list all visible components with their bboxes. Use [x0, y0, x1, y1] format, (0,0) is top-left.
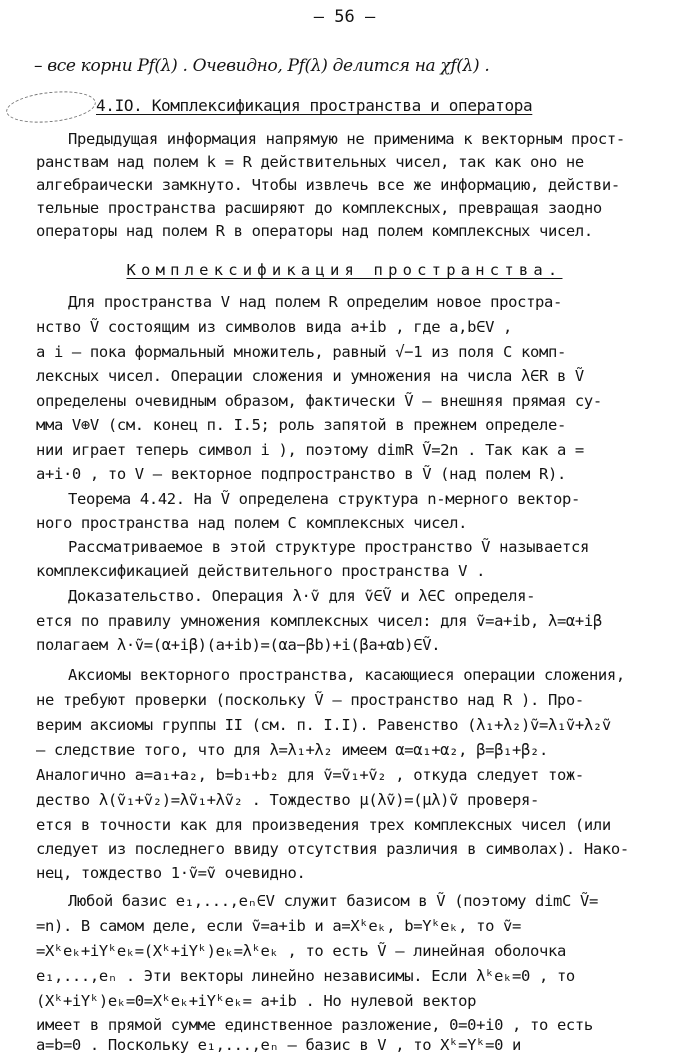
text-line: ного пространства над полем C комплексных чисел.: [36, 514, 468, 532]
text-line: комплексификацией действительного пространства V .: [36, 562, 486, 580]
theorem-line: Теорема 4.42. На Ṽ определена структура n-мерного вектор-: [68, 490, 580, 508]
text-line: нии играет теперь символ i ), поэтому dimR Ṽ=2n . Так как a =: [36, 441, 584, 459]
text-line: ется в точности как для произведения трех комплексных чисел (или: [36, 816, 611, 834]
text-line: а i – пока формальный множитель, равный √−1 из поля C комп-: [36, 343, 566, 361]
text-line: алгебраически замкнуто. Чтобы извлечь все же информацию, действи-: [36, 176, 620, 194]
text-line: – следствие того, что для λ=λ₁+λ₂ имеем α=α₁+α₂, β=β₁+β₂.: [36, 741, 548, 759]
text-line: нец, тождество 1·ṽ=ṽ очевидно.: [36, 864, 306, 882]
subsection-heading: Комплексификация пространства.: [126, 261, 563, 279]
text-line: Предыдущая информация напрямую не применима к векторным прост-: [68, 130, 625, 148]
text-line: Для пространства V над полем R определим новое простра-: [68, 293, 562, 311]
text-line: – все корни Pf(λ) . Очевидно, Pf(λ) делится на χf(λ) .: [34, 56, 490, 76]
text-line: Рассматриваемое в этой структуре пространство Ṽ называется: [68, 538, 589, 556]
text-line: тельные пространства расширяют до комплексных, превращая заодно: [36, 199, 602, 217]
text-line: =n). В самом деле, если ṽ=a+ib и a=Xᵏeₖ, b=Yᵏeₖ, то ṽ=: [36, 917, 522, 935]
text-line: =Xᵏeₖ+iYᵏeₖ=(Xᵏ+iYᵏ)eₖ=λᵏeₖ , то есть Ṽ – линейная оболочка: [36, 942, 566, 960]
text-line: a=b=0 . Поскольку e₁,...,eₙ – базис в V , то Xᵏ=Yᵏ=0 и: [36, 1036, 522, 1054]
text-line: Аксиомы векторного пространства, касающиеся операции сложения,: [68, 666, 625, 684]
text-line: не требуют проверки (поскольку Ṽ – пространство над R ). Про-: [36, 691, 584, 709]
section-heading: 4.IO. Комплексификация пространства и оператора: [96, 96, 533, 115]
text-line: Любой базис e₁,...,eₙ∈V служит базисом в Ṽ (поэтому dimC Ṽ=: [68, 892, 598, 910]
text-line: a+i·0 , то V – векторное подпространство в Ṽ (над полем R).: [36, 465, 566, 483]
text-line: операторы над полем R в операторы над полем комплексных чисел.: [36, 222, 593, 240]
text-line: e₁,...,eₙ . Эти векторы линейно независимы. Если λᵏeₖ=0 , то: [36, 967, 575, 985]
text-line: лексных чисел. Операции сложения и умножения на числа λ∈R в Ṽ: [36, 367, 584, 385]
text-line: ранствам над полем k = R действительных чисел, так как оно не: [36, 153, 584, 171]
text-line: имеет в прямой сумме единственное разложение, 0=0+i0 , то есть: [36, 1016, 593, 1034]
text-line: дество λ(ṽ₁+ṽ₂)=λṽ₁+λṽ₂ . Тождество μ(λṽ)=(μλ)ṽ проверя-: [36, 791, 539, 809]
text-line: полагаем λ·ṽ=(α+iβ)(a+ib)=(αa−βb)+i(βa+αb)∈Ṽ.: [36, 636, 441, 654]
proof-line: Доказательство. Операция λ·ṽ для ṽ∈Ṽ и λ∈C определя-: [68, 587, 536, 605]
margin-mark: [5, 87, 98, 126]
text-line: определены очевидным образом, фактически Ṽ – внешняя прямая су-: [36, 392, 602, 410]
page-number: – 56 –: [313, 7, 376, 27]
text-line: нство Ṽ состоящим из символов вида a+ib , где a,b∈V ,: [36, 318, 513, 336]
text-line: (Xᵏ+iYᵏ)eₖ=0=Xᵏeₖ+iYᵏeₖ= a+ib . Но нулевой вектор: [36, 992, 477, 1010]
text-line: мма V⊕V (см. конец п. I.5; роль запятой в прежнем определе-: [36, 416, 566, 434]
text-line: верим аксиомы группы II (см. п. I.I). Равенство (λ₁+λ₂)ṽ=λ₁ṽ+λ₂ṽ: [36, 716, 611, 734]
text-line: следует из последнего ввиду отсутствия различия в символах). Нако-: [36, 840, 629, 858]
text-line: Аналогично a=a₁+a₂, b=b₁+b₂ для ṽ=ṽ₁+ṽ₂ , откуда следует тож-: [36, 766, 584, 784]
text-line: ется по правилу умножения комплексных чисел: для ṽ=a+ib, λ=α+iβ: [36, 612, 602, 630]
